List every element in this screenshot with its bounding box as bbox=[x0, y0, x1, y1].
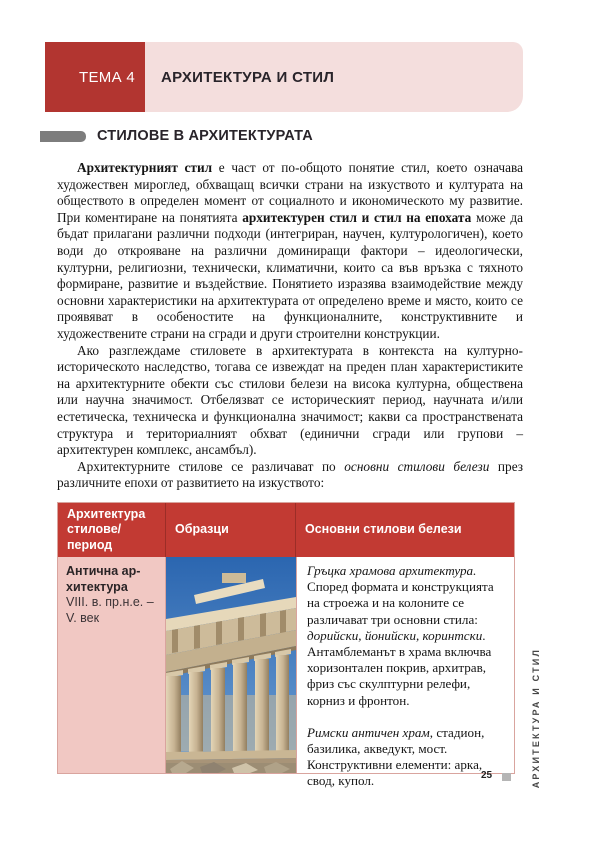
sidebar-vertical-label: АРХИТЕКТУРА И СТИЛ bbox=[531, 647, 541, 788]
period-cell bbox=[58, 557, 166, 773]
chapter-number: ТЕМА 4 bbox=[79, 68, 135, 86]
chapter-number-box bbox=[45, 42, 145, 112]
header-cell-examples: Образци bbox=[166, 503, 296, 557]
paragraph-2: Ако разглеждаме стиловете в архитектурата в контекста на културно-историческото наследство, тогава се извеждат на преден план характеристиките на архитектурните обекти със стилови белези на висока културна, обществена или научна значимост. Отбелязват се историческият период, научната и/или естетическа, техническа и функционална значимост; какви са пространствената структура и териториалният обхват (единични сгради или групови – архитектурен комплекс, ансамбъл). bbox=[57, 342, 523, 458]
features-paragraph-greek: Гръцка храмова архитектура. Според формата и конструкцията на строежа и на колоните се различават три основни стила: дорийски, йонийски, коринтски. Антамблеманът в храма включва хоризонтален покрив, архитрав, фриз със скулптурни релефи, корниз и фронтон. bbox=[307, 563, 494, 708]
italic-term: основни стилови белези bbox=[344, 458, 490, 474]
features-paragraph-roman: Римски античен храм, стадион, базилика, акведукт, мост. Конструктивни елементи: арка, свод, купол. bbox=[307, 724, 485, 789]
paragraph-3: Архитектурните стилове се различават по основни стилови белези през различните епохи от развитието на изкуството: bbox=[57, 458, 524, 491]
bold-term: Архитектурният стил bbox=[77, 160, 213, 175]
paragraph-1: Архитектурният стил е част от по-общото понятие стил, което означава художествен мироглед, обхващащ всички страни на изкуството и културата на обществото в определен момент от социалното и икономическото му развитие. При коментиране на понятията архитектурен стил и стил на епохата може да бъдат прилагани различни подходи (интегриран, научен, културологичен), което води до открояване на различни доминиращи фактори – идеологически, културни, религиозни, технически, климатични, които са във връзка с тяхното формиране, развитие и въздействие. Понятието изразява взаимодействие между основни характеристики на архитектурата от определено време и място, които се проявяват в особеностите на функционалните, конструктивните и художествените страни на сгради и други строителни конструкции. bbox=[57, 160, 523, 341]
period-title: Антична ар- хитектура bbox=[66, 564, 141, 594]
period-dates: VIII. в. пр.н.е. – V. век bbox=[66, 595, 154, 625]
header-cell-features: Основни стилови белези bbox=[305, 522, 462, 537]
section-heading bbox=[40, 127, 313, 145]
example-image-cell bbox=[166, 557, 296, 773]
table-header-row bbox=[58, 503, 514, 557]
header-cell-period: Архитектура стилове/ период bbox=[58, 503, 166, 557]
intro-text bbox=[57, 160, 523, 492]
chapter-title: АРХИТЕКТУРА И СТИЛ bbox=[161, 68, 335, 86]
bold-term: архитектурен стил и стил на епохата bbox=[242, 209, 472, 225]
chapter-banner bbox=[45, 42, 523, 112]
section-title: СТИЛОВЕ В АРХИТЕКТУРАТА bbox=[97, 128, 313, 144]
parthenon-photo bbox=[166, 557, 296, 773]
section-marker-bar bbox=[40, 131, 86, 142]
page-number-marker bbox=[502, 773, 511, 781]
chapter-title-area bbox=[145, 42, 523, 112]
page-number: 25 bbox=[481, 770, 493, 781]
